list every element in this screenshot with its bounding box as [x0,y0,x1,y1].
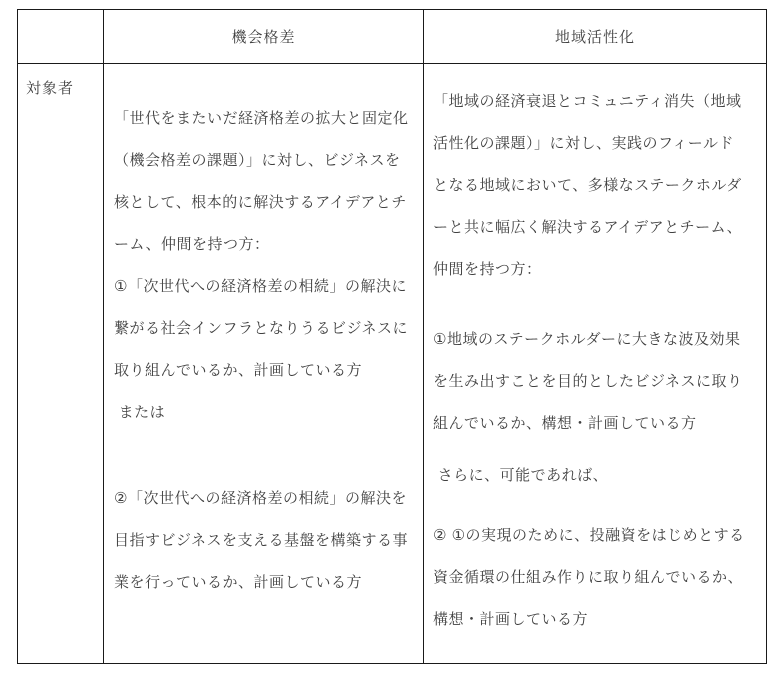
text-line: ①「次世代への経済格差の相続」の解決に [114,277,407,295]
text-line: ーム、仲間を持つ方： [114,235,270,253]
text-line: 資金循環の仕組み作りに取り組んでいるか、 [433,568,744,586]
text-line: ①地域のステークホルダーに大きな波及効果 [433,330,741,348]
criteria-table-container [17,9,767,664]
row-label: 対象者 [26,80,75,97]
header-cell-regional-revitalization: 地域活性化 [424,10,767,64]
blank-line [114,432,415,476]
text-line: 「地域の経済衰退とコミュニティ消失（地域 [433,92,742,110]
text-line: を生み出すことを目的としたビジネスに取り [433,372,743,390]
opportunity-gap-cell [104,64,424,664]
regional-revitalization-cell [424,64,767,664]
text-line: 構想・計画している方 [433,610,589,628]
text-line: または [114,403,166,421]
criteria-table [17,9,767,664]
text-line: 取り組んでいるか、計画している方 [114,361,363,379]
text-line: 業を行っているか、計画している方 [114,573,363,591]
text-line: ②「次世代への経済格差の相続」の解決を [114,489,407,507]
blank-line [433,495,760,513]
text-line: さらに、可能であれば、 [433,466,609,484]
header-row [18,10,767,64]
regional-revitalization-text [424,64,766,639]
text-line: 核として、根本的に解決するアイデアとチ [114,193,407,211]
header-cell-opportunity-gap: 機会格差 [104,10,424,64]
text-line: ーと共に幅広く解決するアイデアとチーム、 [433,218,743,236]
text-line: となる地域において、多様なステークホルダ [433,176,742,194]
opportunity-gap-text [104,64,423,602]
text-line: （機会格差の課題）」に対し、ビジネスを [114,151,401,169]
text-line: 目指すビジネスを支える基盤を構築する事 [114,531,409,549]
text-line: 活性化の課題）」に対し、実践のフィールド [433,134,735,152]
blank-line [433,443,760,453]
text-line: 仲間を持つ方： [433,260,542,278]
blank-line [433,289,760,317]
text-line: 組んでいるか、構想・計画している方 [433,414,697,432]
text-line: ② ①の実現のために、投融資をはじめとする [433,526,745,544]
text-line: 繋がる社会インフラとなりうるビジネスに [114,319,409,337]
text-line: 「世代をまたいだ経済格差の拡大と固定化 [114,109,409,127]
row-label-cell [18,64,104,664]
target-persons-row [18,64,767,664]
header-corner-cell [18,10,104,64]
